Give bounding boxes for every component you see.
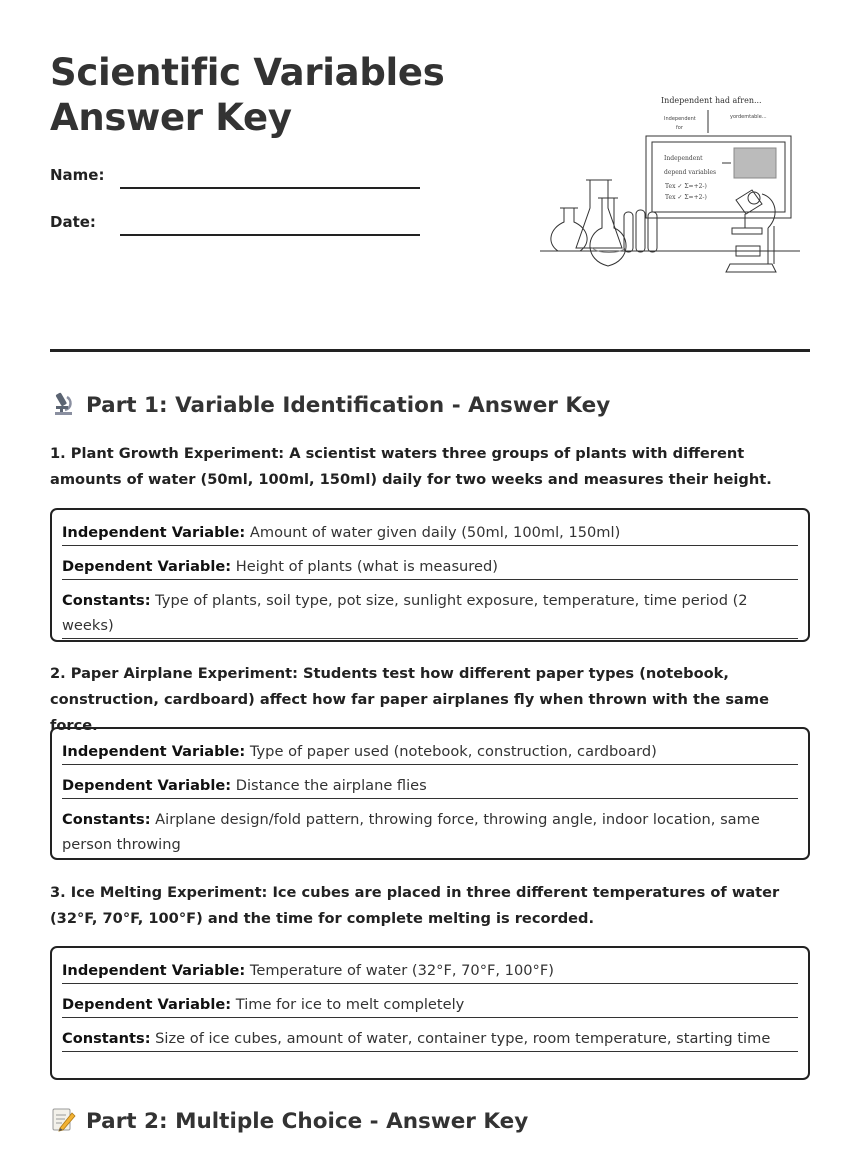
constants-answer: Size of ice cubes, amount of water, container type, room temperature, starting time <box>155 1030 771 1047</box>
microscope-icon <box>50 390 76 416</box>
constants-label: Constants: <box>62 1030 151 1047</box>
independent-variable-label: Independent Variable: <box>62 743 246 760</box>
svg-text:Tex ✓ Σ=+2-): Tex ✓ Σ=+2-) <box>665 183 707 190</box>
dependent-variable-row <box>62 554 798 580</box>
part2-heading <box>50 1106 528 1134</box>
svg-text:depend variables: depend variables <box>664 169 717 176</box>
part1-heading-text: Part 1: Variable Identification - Answer Key <box>86 393 611 418</box>
constants-row <box>62 1026 798 1052</box>
question-2-answer-box <box>50 727 810 860</box>
date-label: Date: <box>50 213 96 231</box>
dependent-variable-label: Dependent Variable: <box>62 996 232 1013</box>
independent-variable-answer: Type of paper used (notebook, construction, cardboard) <box>249 743 657 760</box>
svg-text:Independent had afren...: Independent had afren... <box>661 96 762 105</box>
section-divider <box>50 349 810 352</box>
question-1-answer-box <box>50 508 810 642</box>
constants-answer: Type of plants, soil type, pot size, sunlight exposure, temperature, time period (2 weeks) <box>62 592 748 634</box>
constants-row <box>62 807 798 857</box>
independent-variable-row <box>62 958 798 984</box>
dependent-variable-label: Dependent Variable: <box>62 558 232 575</box>
question-1-prompt: 1. Plant Growth Experiment: A scientist waters three groups of plants with different amounts of water (50ml, 100ml, 150ml) daily for two weeks and measures their height. <box>50 445 772 488</box>
svg-text:Tex ✓ Σ=+2-): Tex ✓ Σ=+2-) <box>665 194 707 201</box>
worksheet-page <box>50 0 810 1161</box>
independent-variable-label: Independent Variable: <box>62 524 246 541</box>
memo-icon <box>50 1106 76 1132</box>
question-2-prompt: 2. Paper Airplane Experiment: Students test how different paper types (notebook, construction, cardboard) affect how far paper airplanes fly when thrown with the same force. <box>50 665 769 734</box>
constants-label: Constants: <box>62 592 151 609</box>
constants-answer: Airplane design/fold pattern, throwing force, throwing angle, indoor location, same person throwing <box>62 811 760 853</box>
dependent-variable-label: Dependent Variable: <box>62 777 232 794</box>
lab-equipment-illustration <box>540 88 810 288</box>
svg-text:Independent: Independent <box>664 155 703 162</box>
constants-label: Constants: <box>62 811 151 828</box>
name-field-line[interactable] <box>120 187 420 189</box>
question-3-prompt: 3. Ice Melting Experiment: Ice cubes are placed in three different temperatures of water (32°F, 70°F, 100°F) and the time for complete melting is recorded. <box>50 884 780 927</box>
independent-variable-row <box>62 739 798 765</box>
part1-heading <box>50 390 610 418</box>
independent-variable-label: Independent Variable: <box>62 962 246 979</box>
date-field-line[interactable] <box>120 234 420 236</box>
dependent-variable-answer: Distance the airplane flies <box>235 777 427 794</box>
dependent-variable-row <box>62 773 798 799</box>
part2-heading-text: Part 2: Multiple Choice - Answer Key <box>86 1109 529 1134</box>
independent-variable-answer: Temperature of water (32°F, 70°F, 100°F) <box>249 962 554 979</box>
page-title: Scientific Variables Answer Key <box>50 51 445 139</box>
svg-text:for: for <box>676 125 683 131</box>
svg-text:yordemtable...: yordemtable... <box>730 114 767 120</box>
name-label: Name: <box>50 166 105 184</box>
independent-variable-answer: Amount of water given daily (50ml, 100ml, 150ml) <box>249 524 621 541</box>
svg-text:Independent: Independent <box>664 116 696 122</box>
constants-row <box>62 588 798 639</box>
question-3-answer-box <box>50 946 810 1080</box>
dependent-variable-answer: Height of plants (what is measured) <box>235 558 498 575</box>
independent-variable-row <box>62 520 798 546</box>
dependent-variable-answer: Time for ice to melt completely <box>235 996 465 1013</box>
dependent-variable-row <box>62 992 798 1018</box>
